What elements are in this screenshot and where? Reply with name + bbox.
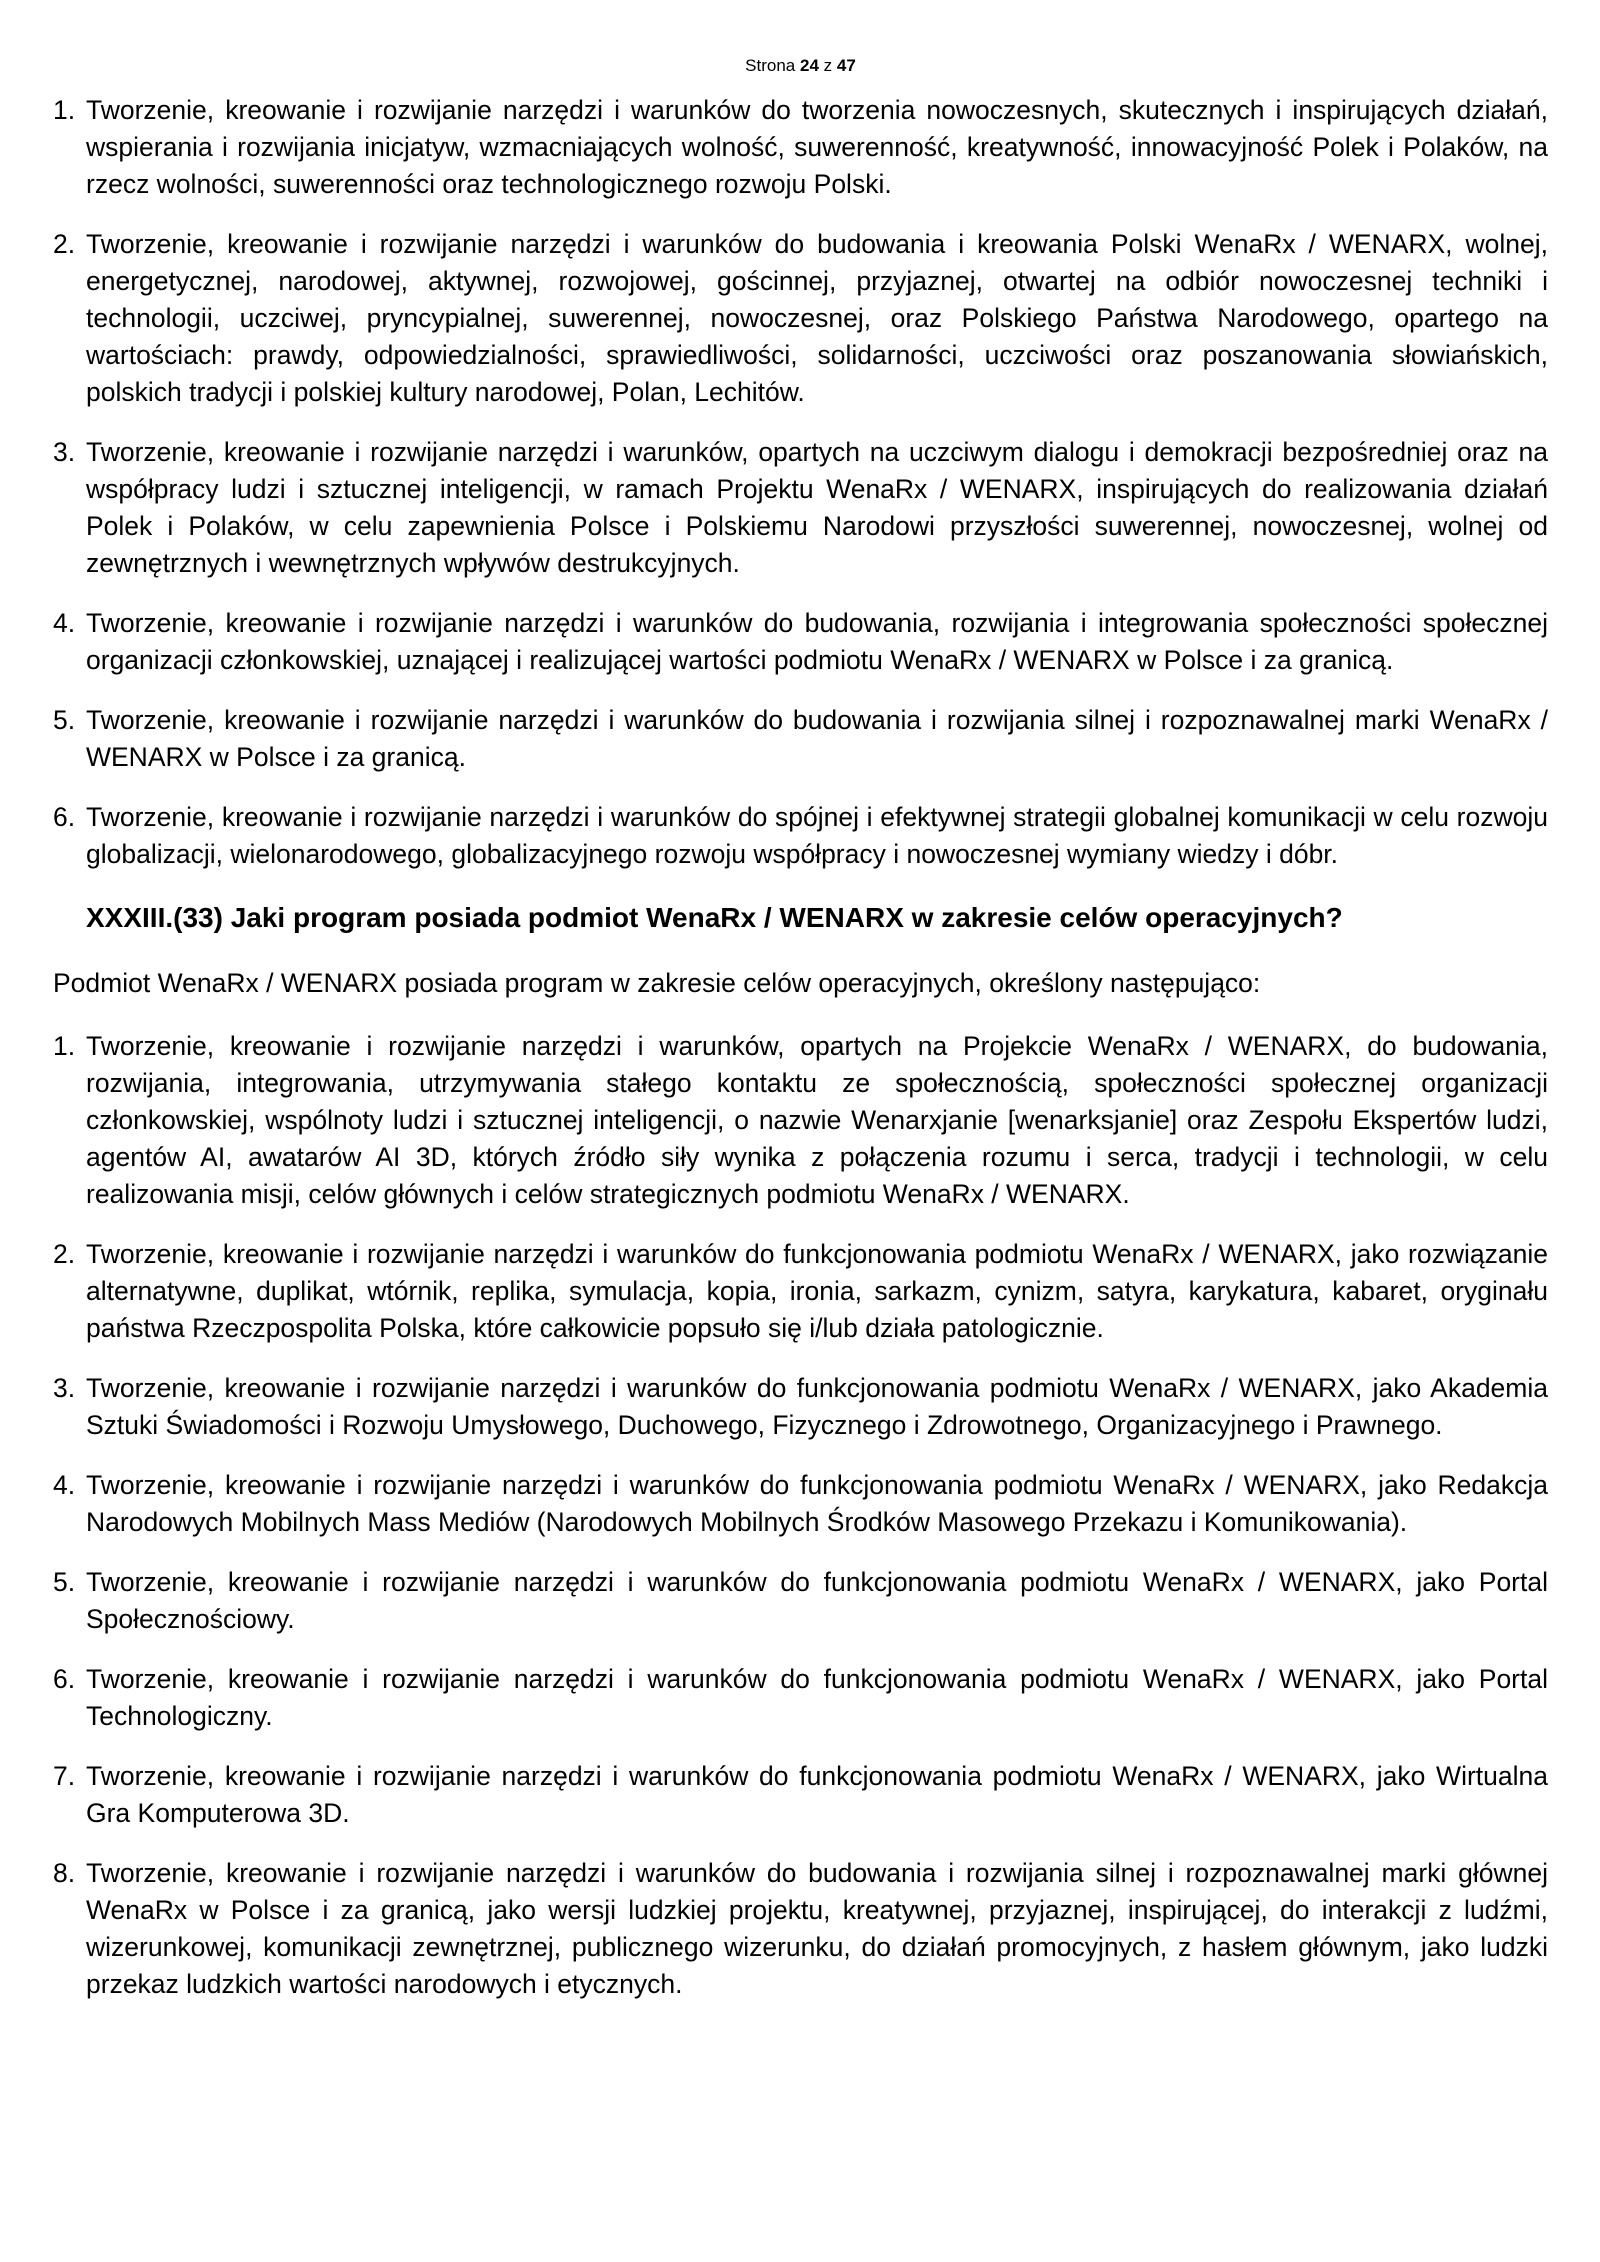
list-item-text: Tworzenie, kreowanie i rozwijanie narzędzi i warunków do tworzenia nowoczesnych, skutecznych i inspirujących działań, wspierania i rozwijania inicjatyw, wzmacniających wolność, suwerenność, kreatywność, innowacyjność Polek i Polaków, na rzecz wolności, suwerenności oraz technologicznego rozwoju Polski. xyxy=(86,95,1548,199)
list-item-text: Tworzenie, kreowanie i rozwijanie narzędzi i warunków do budowania i rozwijania silnej i rozpoznawalnej marki WenaRx / WENARX w Polsce i za granicą. xyxy=(86,705,1548,772)
list-item-text: Tworzenie, kreowanie i rozwijanie narzędzi i warunków do budowania i rozwijania silnej i rozpoznawalnej marki głównej WenaRx w Polsce i za granicą, jako wersji ludzkiej projektu, kreatywnej, przyjaznej, inspirującej, do interakcji z ludźmi, wizerunkowej, komunikacji zewnętrznej, publicznego wizerunku, do działań promocyjnych, z hasłem głównym, jako ludzki przekaz ludzkich wartości narodowych i etycznych. xyxy=(86,1858,1548,1999)
list-item-text: Tworzenie, kreowanie i rozwijanie narzędzi i warunków do spójnej i efektywnej strategii globalnej komunikacji w celu rozwoju globalizacji, wielonarodowego, globalizacyjnego rozwoju współpracy i nowoczesnej wymiany wiedzy i dóbr. xyxy=(86,802,1548,869)
list-item xyxy=(53,1467,1548,1541)
list-item-number: 4. xyxy=(53,608,76,638)
list-item-number: 2. xyxy=(53,1239,76,1269)
list-item-text: Tworzenie, kreowanie i rozwijanie narzędzi i warunków, opartych na uczciwym dialogu i demokracji bezpośredniej oraz na współpracy ludzi i sztucznej inteligencji, w ramach Projektu WenaRx / WENARX, inspirujących do realizowania działań Polek i Polaków, w celu zapewnienia Polsce i Polskiemu Narodowi przyszłości suwerennej, nowoczesnej, wolnej od zewnętrznych i wewnętrznych wpływów destrukcyjnych. xyxy=(86,437,1548,578)
list-item-number: 3. xyxy=(53,437,76,467)
page-number: 24 xyxy=(800,56,819,75)
list-item-number: 1. xyxy=(53,95,76,125)
page-header xyxy=(53,56,1548,76)
document-body xyxy=(53,92,1548,2003)
list-item-number: 5. xyxy=(53,1567,76,1597)
list-item xyxy=(53,92,1548,203)
list-item xyxy=(53,1564,1548,1638)
page-header-of-word: z xyxy=(823,56,833,75)
list-item xyxy=(53,1236,1548,1347)
intro-paragraph: Podmiot WenaRx / WENARX posiada program w zakresie celów operacyjnych, określony następująco: xyxy=(53,968,1261,998)
list-item-text: Tworzenie, kreowanie i rozwijanie narzędzi i warunków do funkcjonowania podmiotu WenaRx / WENARX, jako Portal Technologiczny. xyxy=(86,1664,1548,1731)
list-item xyxy=(53,226,1548,411)
list-item-text: Tworzenie, kreowanie i rozwijanie narzędzi i warunków do funkcjonowania podmiotu WenaRx / WENARX, jako Wirtualna Gra Komputerowa 3D. xyxy=(86,1761,1548,1828)
list-item-number: 1. xyxy=(53,1031,76,1061)
total-pages: 47 xyxy=(836,56,856,75)
list-item xyxy=(53,1370,1548,1444)
list-item-text: Tworzenie, kreowanie i rozwijanie narzędzi i warunków do funkcjonowania podmiotu WenaRx / WENARX, jako Portal Społecznościowy. xyxy=(86,1567,1548,1634)
list-item xyxy=(53,1028,1548,1213)
list-item-number: 6. xyxy=(53,802,76,832)
list-item-number: 6. xyxy=(53,1664,76,1694)
list-item xyxy=(53,434,1548,582)
ordered-list-section-two xyxy=(53,1028,1548,2003)
list-item-text: Tworzenie, kreowanie i rozwijanie narzędzi i warunków do funkcjonowania podmiotu WenaRx / WENARX, jako Redakcja Narodowych Mobilnych Mass Mediów (Narodowych Mobilnych Środków Masowego Przekazu i Komunikowania). xyxy=(86,1470,1548,1537)
list-item xyxy=(53,799,1548,873)
list-item-text: Tworzenie, kreowanie i rozwijanie narzędzi i warunków do budowania, rozwijania i integrowania społeczności społecznej organizacji członkowskiej, uznającej i realizującej wartości podmiotu WenaRx / WENARX w Polsce i za granicą. xyxy=(86,608,1548,675)
list-item xyxy=(53,1661,1548,1735)
list-item-number: 7. xyxy=(53,1761,76,1791)
list-item-text: Tworzenie, kreowanie i rozwijanie narzędzi i warunków do funkcjonowania podmiotu WenaRx / WENARX, jako Akademia Sztuki Świadomości i Rozwoju Umysłowego, Duchowego, Fizycznego i Zdrowotnego, Organizacyjnego i Prawnego. xyxy=(86,1373,1548,1440)
list-item-text: Tworzenie, kreowanie i rozwijanie narzędzi i warunków, opartych na Projekcie WenaRx / WENARX, do budowania, rozwijania, integrowania, utrzymywania stałego kontaktu ze społecznością, społeczności społecznej organizacji członkowskiej, wspólnoty ludzi i sztucznej inteligencji, o nazwie Wenarxjanie [wenarksjanie] oraz Zespołu Ekspertów ludzi, agentów AI, awatarów AI 3D, których źródło siły wynika z połączenia rozumu i serca, tradycji i technologii, w celu realizowania misji, celów głównych i celów strategicznych podmiotu WenaRx / WENARX. xyxy=(86,1031,1548,1209)
list-item-number: 8. xyxy=(53,1858,76,1888)
page-header-label: Strona xyxy=(745,56,796,75)
list-item-number: 4. xyxy=(53,1470,76,1500)
section-heading: XXXIII.(33) Jaki program posiada podmiot WenaRx / WENARX w zakresie celów operacyjnych? xyxy=(86,902,1343,933)
list-item xyxy=(53,1758,1548,1832)
ordered-list-section-one xyxy=(53,92,1548,873)
list-item-text: Tworzenie, kreowanie i rozwijanie narzędzi i warunków do budowania i kreowania Polski WenaRx / WENARX, wolnej, energetycznej, narodowej, aktywnej, rozwojowej, gościnnej, przyjaznej, otwartej na odbiór nowoczesnej techniki i technologii, uczciwej, pryncypialnej, suwerennej, nowoczesnej, oraz Polskiego Państwa Narodowego, opartego na wartościach: prawdy, odpowiedzialności, sprawiedliwości, solidarności, uczciwości oraz poszanowania słowiańskich, polskich tradycji i polskiej kultury narodowej, Polan, Lechitów. xyxy=(86,229,1548,407)
list-item-number: 2. xyxy=(53,229,76,259)
list-item-number: 3. xyxy=(53,1373,76,1403)
list-item xyxy=(53,1855,1548,2003)
list-item xyxy=(53,702,1548,776)
list-item-number: 5. xyxy=(53,705,76,735)
list-item-text: Tworzenie, kreowanie i rozwijanie narzędzi i warunków do funkcjonowania podmiotu WenaRx / WENARX, jako rozwiązanie alternatywne, duplikat, wtórnik, replika, symulacja, kopia, ironia, sarkazm, cynizm, satyra, karykatura, kabaret, oryginału państwa Rzeczpospolita Polska, które całkowicie popsuło się i/lub działa patologicznie. xyxy=(86,1239,1548,1343)
list-item xyxy=(53,605,1548,679)
